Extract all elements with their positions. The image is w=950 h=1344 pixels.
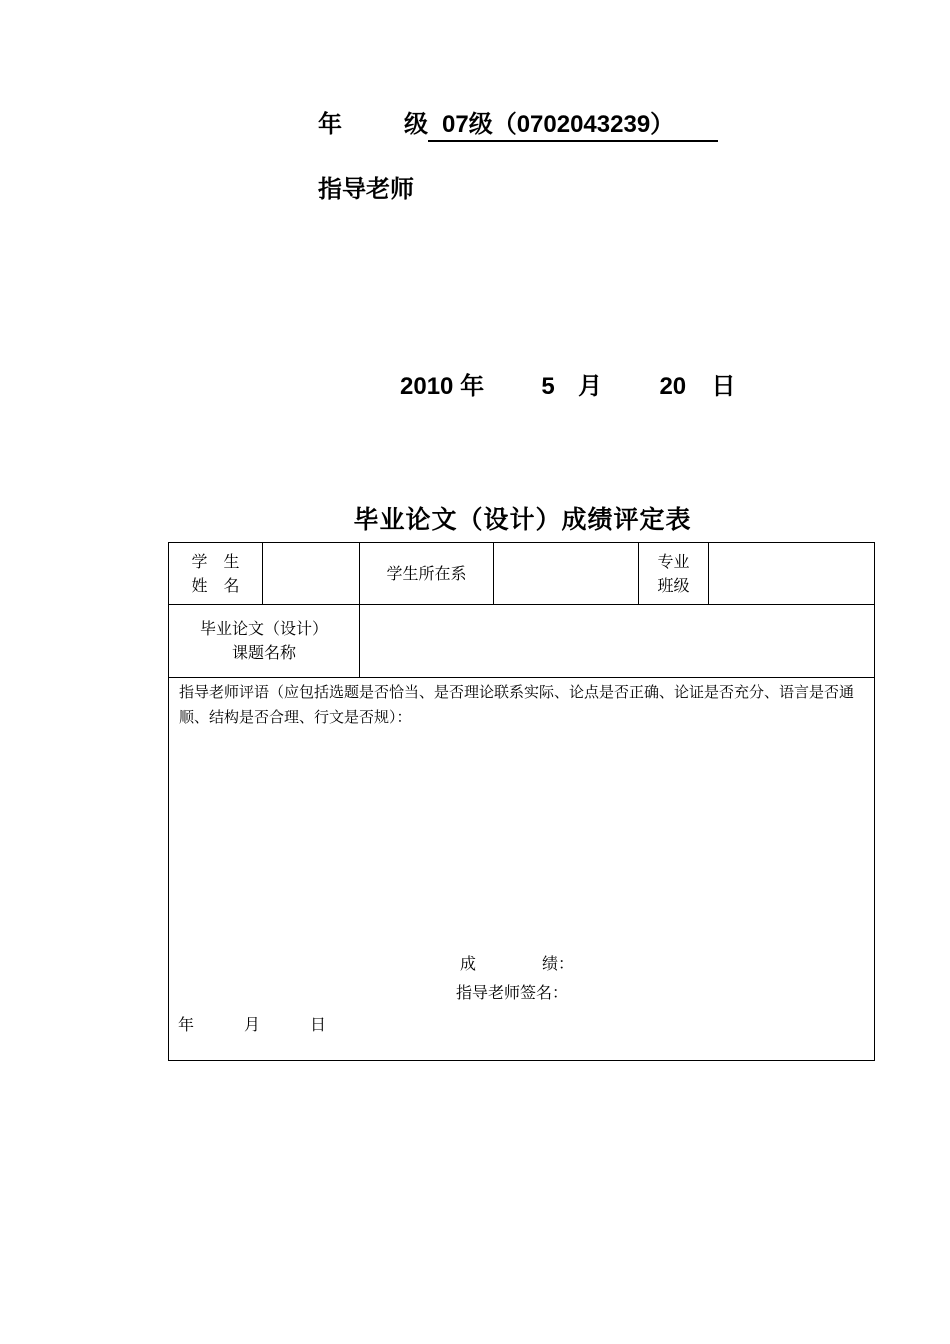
department-label: 学生所在系 [360, 543, 494, 604]
topic-label [169, 605, 360, 677]
cover-date-month-unit: 月 [578, 373, 603, 400]
cover-date-day: 20 [659, 373, 687, 400]
score-label-b: 绩： [542, 954, 575, 973]
cover-date-year-unit: 年 [460, 373, 485, 400]
class-label-line2: 班级 [657, 575, 690, 595]
table-row-student-info [169, 543, 874, 605]
cover-date-year: 2010 [400, 373, 454, 400]
score-line [460, 951, 574, 974]
comment-prompt: 指导老师评语（应包括选题是否恰当、是否理论联系实际、论点是否正确、论证是否充分、语言是否通顺、结构是否合理、行文是否规）： [179, 683, 855, 726]
form-date-month: 月 [244, 1015, 261, 1034]
class-label-line1: 专业 [657, 551, 690, 571]
topic-label-line2: 课题名称 [231, 643, 296, 662]
grade-label-year: 年 [318, 110, 342, 138]
cover-date-month: 5 [541, 373, 555, 400]
topic-field[interactable] [360, 605, 874, 677]
grade-value: 07级（0702043239） [428, 110, 718, 142]
class-label [639, 543, 709, 604]
department-field[interactable] [494, 543, 639, 604]
class-field[interactable] [709, 543, 874, 604]
student-name-label [169, 543, 263, 604]
student-name-label-line2: 姓 名 [191, 575, 240, 595]
grade-label-level: 级 [404, 110, 428, 138]
student-name-label-line1: 学 生 [191, 551, 240, 571]
grade-row [318, 109, 718, 142]
form-title: 毕业论文（设计）成绩评定表 [353, 505, 692, 534]
form-date-line [178, 1012, 326, 1035]
student-name-field[interactable] [263, 543, 360, 604]
form-date-year: 年 [178, 1015, 195, 1034]
table-row-topic [169, 605, 874, 678]
cover-date-day-unit: 日 [711, 373, 736, 400]
cover-date [400, 372, 736, 402]
form-date-day: 日 [310, 1015, 327, 1034]
advisor-signature-label: 指导老师签名： [456, 983, 569, 1002]
advisor-label: 指导老师 [318, 175, 414, 203]
topic-label-line1: 毕业论文（设计） [199, 619, 328, 638]
score-label-a: 成 [460, 954, 477, 973]
